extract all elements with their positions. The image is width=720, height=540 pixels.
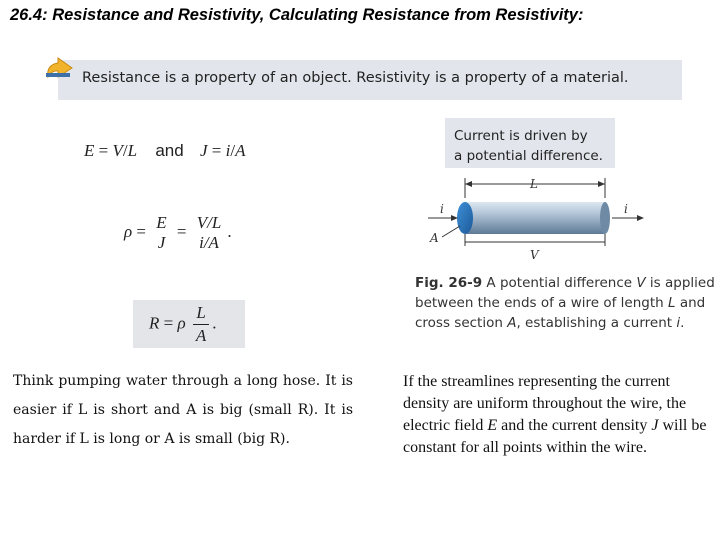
resistance-formula-box <box>133 300 245 348</box>
eq3-equals: = <box>163 313 174 333</box>
label-V: V <box>530 248 539 262</box>
wire-diagram <box>420 170 650 270</box>
eq1-A: A <box>235 141 246 160</box>
eq2-fraction-EJ <box>153 213 169 253</box>
eq2-den-J: J <box>157 233 166 252</box>
eq2-num-E: E <box>156 213 167 232</box>
wire-end-right <box>600 202 610 234</box>
right-text-1: If the streamlines representing the current density are uniform throughout the wire, the electric field <box>403 373 687 434</box>
caption-text-3: and cross section <box>415 295 706 331</box>
figure-label: Fig. 26-9 <box>415 275 483 291</box>
eq2-num-VL: V/L <box>196 213 222 232</box>
caption-var-A: A <box>507 315 517 331</box>
eq1-equals-2: = <box>211 141 222 160</box>
callout-text <box>454 126 603 166</box>
caption-var-i: i <box>676 315 681 331</box>
label-i-left: i <box>440 202 444 216</box>
right-text-2: and the current density <box>497 417 652 434</box>
current-arrowhead-left <box>451 215 458 221</box>
streamlines-paragraph <box>403 371 707 459</box>
equation-field-current-density <box>84 141 245 161</box>
area-pointer-line <box>442 226 460 237</box>
label-L: L <box>530 177 538 191</box>
caption-var-V: V <box>636 275 646 291</box>
eq1-L: L <box>127 141 138 160</box>
eq1-E: E <box>84 141 95 160</box>
length-arrowhead-left <box>465 181 472 187</box>
label-A: A <box>430 231 439 245</box>
current-arrowhead-right <box>637 215 644 221</box>
eq3-R: R <box>149 313 160 333</box>
figure-caption <box>415 273 715 333</box>
wire-end-left-cap <box>457 202 473 234</box>
wire-body <box>465 202 605 234</box>
eq2-equals-2: = <box>176 221 187 241</box>
eq1-equals-1: = <box>98 141 109 160</box>
right-text-3: will be constant for all points within the wire. <box>403 417 707 456</box>
eq1-i: i <box>225 141 231 160</box>
length-arrowhead-right <box>598 181 605 187</box>
eq3-num-L: L <box>196 303 206 322</box>
banner-text: Resistance is a property of an object. Resistivity is a property of a material. <box>82 70 629 86</box>
hose-analogy-paragraph: Think pumping water through a long hose. It is easier if L is short and A is big (small R). It is harder if L is long or A is small (big R). <box>13 373 353 447</box>
caption-text-2: is applied between the ends of a wire of length <box>415 275 715 311</box>
caption-text-5: . <box>680 315 685 331</box>
eq2-den-iA: i/A <box>199 233 219 252</box>
eq1-V: V <box>112 141 123 160</box>
eq2-equals-1: = <box>136 221 147 241</box>
eq1-slash-1: / <box>122 141 128 160</box>
pointer-arrow-icon <box>42 57 76 83</box>
eq3-fraction-LA <box>193 303 209 346</box>
eq2-rho: ρ <box>124 221 133 241</box>
callout-line-1: Current is driven by <box>454 128 588 144</box>
equation-resistivity <box>124 213 232 253</box>
eq1-J: J <box>199 141 208 160</box>
eq1-and: and <box>155 141 184 160</box>
eq3-rho: ρ <box>177 313 186 333</box>
eq3-period: . <box>212 313 217 333</box>
caption-text-4: , establishing a current <box>516 315 677 331</box>
eq1-slash-2: / <box>230 141 236 160</box>
eq3-den-A: A <box>195 326 207 345</box>
page-title: 26.4: Resistance and Resistivity, Calculating Resistance from Resistivity: <box>10 6 584 24</box>
right-var-J: J <box>651 417 659 434</box>
eq2-fraction-VL-iA <box>194 213 225 253</box>
caption-var-L: L <box>668 295 676 311</box>
callout-box <box>445 118 615 168</box>
eq3-fraction-bar <box>193 324 209 325</box>
callout-line-2: a potential difference. <box>454 148 603 164</box>
label-i-right: i <box>624 202 628 216</box>
eq2-period: . <box>227 221 232 241</box>
definition-banner <box>58 60 682 100</box>
equation-resistance <box>149 303 217 346</box>
right-var-E: E <box>487 417 498 434</box>
caption-text-1: A potential difference <box>482 275 637 291</box>
